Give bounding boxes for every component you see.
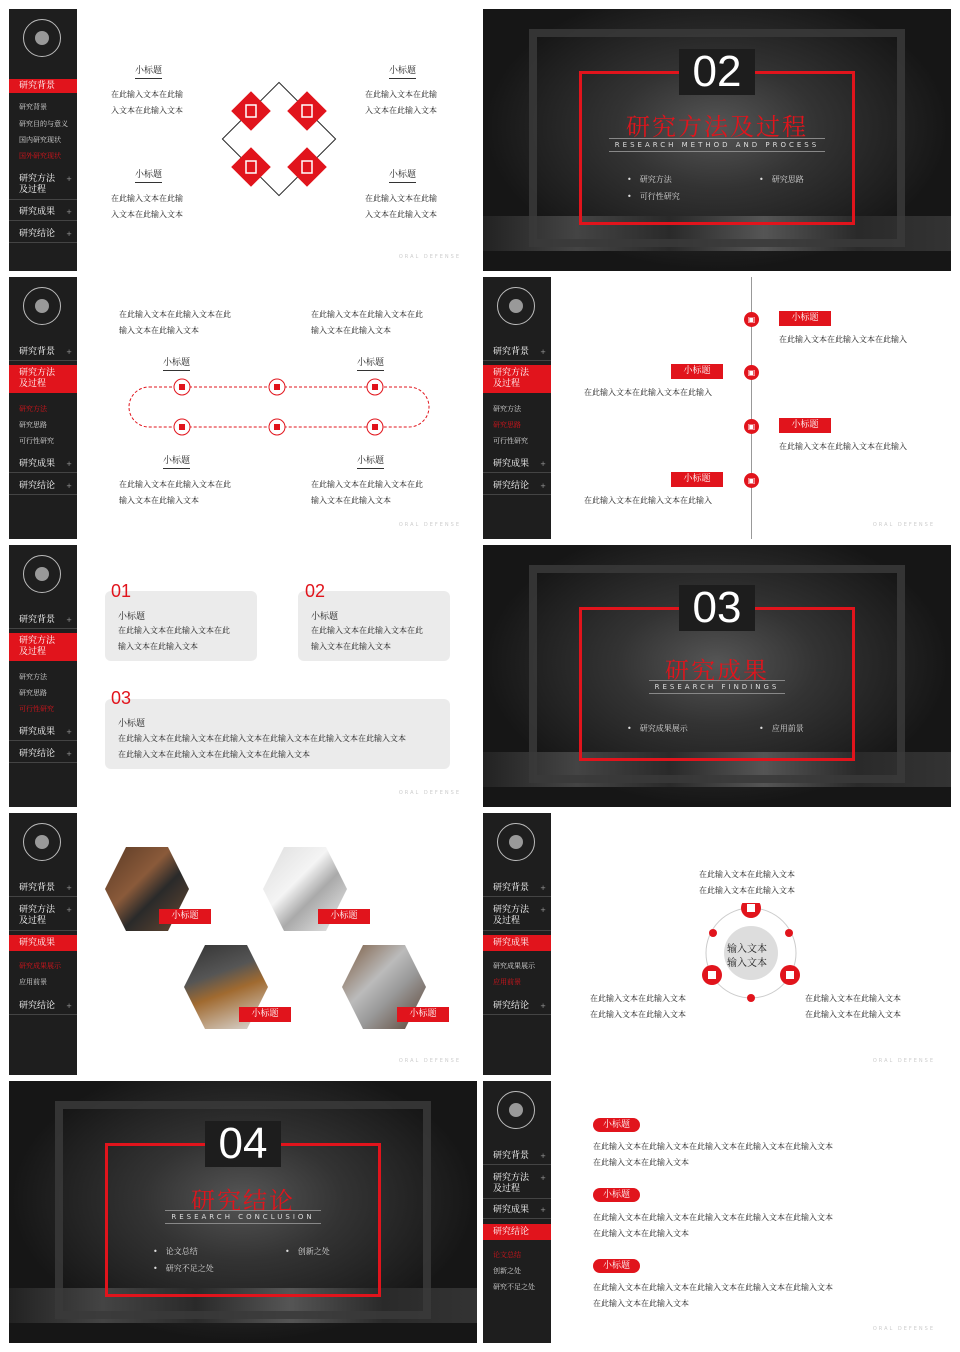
cycle-center-text: 输入文本 输入文本: [727, 944, 767, 969]
section-title: 研究结论: [191, 1187, 295, 1215]
university-logo: [23, 287, 61, 325]
sidebar-item-method[interactable]: 研究方法 及过程: [9, 365, 77, 393]
body-text: 在此输入文本在此输入文本在此输入文本在此输入文本在此输入文本在此输入文本 在此输入文本在此输入文本在此输入文本在此输入文本: [118, 734, 406, 759]
timeline-icon: ▣: [744, 473, 759, 488]
sidebar-item-result[interactable]: 研究成果 +: [483, 459, 551, 473]
sidebar: [9, 545, 77, 807]
card-number: 03: [111, 688, 132, 708]
diamond-diagram: [215, 75, 343, 203]
sidebar-sub-active[interactable]: 研究思路: [493, 421, 521, 429]
sidebar-item-background[interactable]: 研究背景 +: [483, 347, 551, 361]
sidebar-item-conclusion[interactable]: 研究结论 +: [9, 481, 77, 495]
sidebar: [9, 813, 77, 1075]
body-text: 在此输入文本在此输入文本在此输入文本在此输入文本在此输入文本 在此输入文本在此输入文本: [593, 1283, 833, 1308]
photo-tag: 小标题: [397, 1007, 449, 1022]
body-text: 在此输入文本在此输入文本 在此输入文本在此输入文本: [699, 870, 795, 895]
body-text: 在此输入文本在此输 入文本在此输入文本: [365, 90, 437, 115]
sidebar-sub-active[interactable]: 研究成果展示: [19, 962, 61, 970]
sidebar-item-method[interactable]: 研究方法 及过程 +: [9, 174, 77, 200]
photo-tag: 小标题: [159, 909, 211, 924]
slide-application: [483, 813, 951, 1075]
sidebar-item-result[interactable]: 研究成果 +: [9, 207, 77, 221]
slide-section-02: [483, 9, 951, 271]
subtitle: 小标题: [163, 355, 190, 371]
bullet: • 研究成果展示: [627, 723, 688, 734]
footer: ORAL DEFENSE: [872, 1058, 935, 1064]
section-title: 研究成果: [665, 657, 769, 685]
slide-result-gallery: [9, 813, 477, 1075]
subtitle: 小标题: [311, 612, 339, 622]
sidebar-sub[interactable]: 研究思路: [19, 689, 47, 697]
sidebar-item-method[interactable]: 研究方法 及过程 +: [483, 1173, 551, 1199]
sidebar-sub[interactable]: 研究方法: [493, 405, 521, 413]
sidebar-sub-active[interactable]: 研究方法: [19, 405, 47, 413]
subtitle: 小标题: [118, 719, 146, 729]
bullet: • 创新之处: [285, 1246, 330, 1257]
section-number: 02: [692, 47, 742, 96]
sidebar-item-conclusion[interactable]: 研究结论 +: [9, 749, 77, 763]
body-text: 在此输入文本在此输 入文本在此输入文本: [111, 194, 183, 219]
body-text: 在此输入文本在此输入文本在此输入文本在此输入文本在此输入文本 在此输入文本在此输入文本: [593, 1213, 833, 1238]
slide-research-background: [9, 9, 477, 271]
subtitle: 小标题: [357, 453, 384, 469]
slide-conclusion: [483, 1081, 951, 1343]
bullet: • 研究思路: [759, 174, 804, 185]
sidebar-item-background[interactable]: 研究背景 +: [483, 883, 551, 897]
sidebar-item-conclusion[interactable]: 研究结论 +: [483, 481, 551, 495]
card-number: 02: [305, 581, 326, 601]
bullet: • 应用前景: [759, 723, 804, 734]
photo-tag: 小标题: [318, 909, 370, 924]
subtitle-pill: 小标题: [593, 1188, 640, 1202]
sidebar-item-conclusion[interactable]: 研究结论 +: [9, 229, 77, 243]
subtitle: 小标题: [135, 167, 162, 183]
section-english: RESEARCH METHOD AND PROCESS: [483, 141, 951, 149]
section-number: 03: [692, 583, 742, 632]
footer: ORAL DEFENSE: [872, 1326, 935, 1332]
sidebar-item-result[interactable]: 研究成果: [483, 935, 551, 951]
sidebar-item-result[interactable]: 研究成果 +: [483, 1205, 551, 1219]
footer: ORAL DEFENSE: [398, 790, 461, 796]
body-text: 在此输入文本在此输入文本在此 输入文本在此输入文本: [119, 310, 231, 335]
sidebar-sub-active[interactable]: 应用前景: [493, 978, 521, 986]
body-text: 在此输入文本在此输入文本在此 输入文本在此输入文本: [311, 310, 423, 335]
section-english: RESEARCH CONCLUSION: [9, 1213, 477, 1221]
footer: ORAL DEFENSE: [398, 522, 461, 528]
slide-section-04: [9, 1081, 477, 1343]
sidebar: [483, 277, 551, 539]
university-logo: [497, 823, 535, 861]
body-text: 在此输入文本在此输入文本在此输入: [584, 496, 712, 505]
slide-method-flow: [9, 277, 477, 539]
bullet: • 研究不足之处: [153, 1263, 214, 1274]
timeline-icon: ▣: [744, 365, 759, 380]
flow-loop: [127, 377, 431, 437]
body-text: 在此输入文本在此输入文本在此输入: [584, 388, 712, 397]
footer: ORAL DEFENSE: [398, 254, 461, 260]
sidebar-sub[interactable]: 可行性研究: [493, 437, 528, 445]
sidebar-sub[interactable]: 研究目的与意义: [19, 120, 68, 128]
section-number: 04: [218, 1119, 268, 1168]
sidebar-sub-active[interactable]: 国外研究现状: [19, 152, 61, 160]
sidebar-sub[interactable]: 研究方法: [19, 673, 47, 681]
body-text: 在此输入文本在此输入文本在此输入: [779, 335, 907, 344]
sidebar-item-method[interactable]: 研究方法 及过程: [483, 365, 551, 393]
sidebar-item-result[interactable]: 研究成果: [9, 935, 77, 951]
slide-method-timeline: [483, 277, 951, 539]
section-english: RESEARCH FINDINGS: [483, 683, 951, 691]
sidebar-item-background[interactable]: 研究背景 +: [9, 347, 77, 361]
subtitle-tag: 小标题: [671, 472, 723, 487]
sidebar-item-result[interactable]: 研究成果 +: [9, 727, 77, 741]
subtitle-pill: 小标题: [593, 1259, 640, 1273]
body-text: 在此输入文本在此输入文本 在此输入文本在此输入文本: [590, 994, 686, 1019]
sidebar-sub-active[interactable]: 可行性研究: [19, 705, 54, 713]
sidebar-item-conclusion[interactable]: 研究结论 +: [9, 1001, 77, 1015]
sidebar-sub-active[interactable]: 论文总结: [493, 1251, 521, 1259]
sidebar-item-background[interactable]: 研究背景 +: [9, 615, 77, 629]
sidebar: [483, 1081, 551, 1343]
card-number: 01: [111, 581, 132, 601]
subtitle: 小标题: [163, 453, 190, 469]
subtitle: 小标题: [118, 612, 146, 622]
bullet: • 研究方法: [627, 174, 672, 185]
sidebar: [9, 277, 77, 539]
timeline-icon: ▣: [744, 419, 759, 434]
subtitle-pill: 小标题: [593, 1118, 640, 1132]
sidebar: [483, 813, 551, 1075]
sidebar-item-background[interactable]: 研究背景: [9, 79, 77, 93]
sidebar-item-result[interactable]: 研究成果 +: [9, 459, 77, 473]
sidebar-item-method[interactable]: 研究方法 及过程: [9, 633, 77, 661]
university-logo: [497, 287, 535, 325]
subtitle-tag: 小标题: [671, 364, 723, 379]
sidebar-sub[interactable]: 研究思路: [19, 421, 47, 429]
body-text: 在此输入文本在此输入文本在此输入文本在此输入文本在此输入文本 在此输入文本在此输入文本: [593, 1142, 833, 1167]
subtitle-tag: 小标题: [779, 418, 831, 433]
body-text: 在此输入文本在此输入文本在此 输入文本在此输入文本: [311, 626, 423, 651]
body-text: 在此输入文本在此输入文本在此输入: [779, 442, 907, 451]
body-text: 在此输入文本在此输 入文本在此输入文本: [365, 194, 437, 219]
sidebar-item-background[interactable]: 研究背景 +: [9, 883, 77, 897]
subtitle-tag: 小标题: [779, 311, 831, 326]
sidebar: [9, 9, 77, 271]
sidebar-sub[interactable]: 应用前景: [19, 978, 47, 986]
sidebar-item-conclusion[interactable]: 研究结论: [483, 1224, 551, 1240]
university-logo: [23, 19, 61, 57]
bullet: • 论文总结: [153, 1246, 198, 1257]
sidebar-sub[interactable]: 国内研究现状: [19, 136, 61, 144]
sidebar-sub[interactable]: 可行性研究: [19, 437, 54, 445]
sidebar-item-method[interactable]: 研究方法 及过程 +: [483, 905, 551, 931]
body-text: 在此输入文本在此输入文本在此 输入文本在此输入文本: [118, 626, 230, 651]
photo-tag: 小标题: [239, 1007, 291, 1022]
university-logo: [23, 555, 61, 593]
university-logo: [497, 1091, 535, 1129]
sidebar-item-method[interactable]: 研究方法 及过程 +: [9, 905, 77, 931]
sidebar-sub[interactable]: 创新之处: [493, 1267, 521, 1275]
body-text: 在此输入文本在此输 入文本在此输入文本: [111, 90, 183, 115]
sidebar-sub[interactable]: 研究不足之处: [493, 1283, 535, 1291]
sidebar-sub[interactable]: 研究成果展示: [493, 962, 535, 970]
bullet: • 可行性研究: [627, 191, 680, 202]
sidebar-item-background[interactable]: 研究背景 +: [483, 1151, 551, 1165]
subtitle: 小标题: [357, 355, 384, 371]
university-logo: [23, 823, 61, 861]
body-text: 在此输入文本在此输入文本在此 输入文本在此输入文本: [119, 480, 231, 505]
section-title: 研究方法及过程: [626, 113, 808, 141]
slide-feasibility: [9, 545, 477, 807]
subtitle: 小标题: [135, 63, 162, 79]
subtitle: 小标题: [389, 167, 416, 183]
body-text: 在此输入文本在此输入文本在此 输入文本在此输入文本: [311, 480, 423, 505]
slide-section-03: [483, 545, 951, 807]
footer: ORAL DEFENSE: [398, 1058, 461, 1064]
body-text: 在此输入文本在此输入文本 在此输入文本在此输入文本: [805, 994, 901, 1019]
sidebar-sub[interactable]: 研究背景: [19, 103, 47, 111]
timeline-icon: ▣: [744, 312, 759, 327]
subtitle: 小标题: [389, 63, 416, 79]
footer: ORAL DEFENSE: [872, 522, 935, 528]
sidebar-item-conclusion[interactable]: 研究结论 +: [483, 1001, 551, 1015]
